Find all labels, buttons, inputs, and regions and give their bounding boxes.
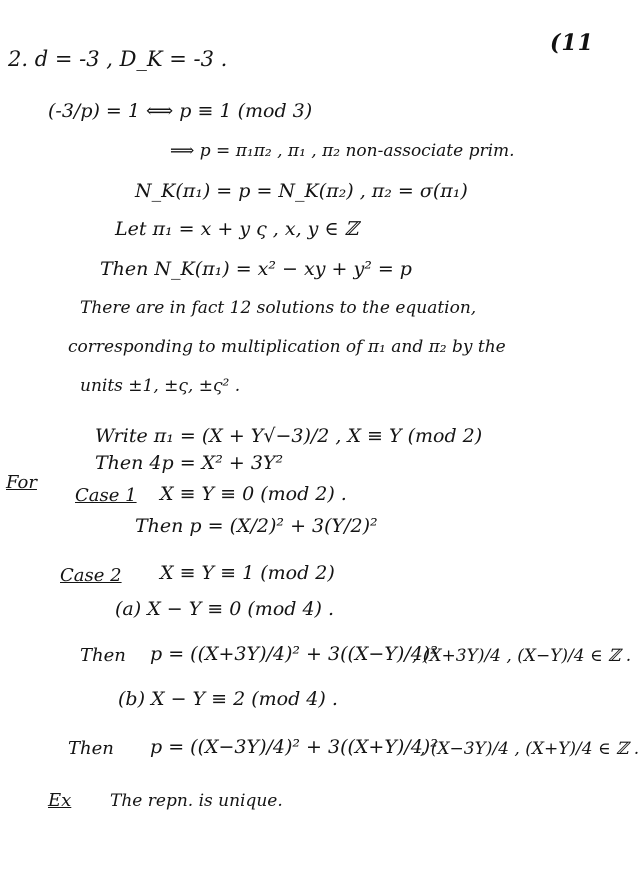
example-label: Ex: [48, 790, 72, 811]
write-line: Write π₁ = (X + Y√−3)/2 , X ≡ Y (mod 2): [95, 425, 483, 447]
case2-label: Case 2: [60, 565, 122, 586]
factorization-line: ⟹ p = π₁π₂ , π₁ , π₂ non-associate prim.: [170, 141, 515, 161]
case1-condition: X ≡ Y ≡ 0 (mod 2) .: [160, 483, 347, 505]
norm-equation-line: Then N_K(π₁) = x² − xy + y² = p: [100, 258, 412, 280]
case1-label: Case 1: [75, 485, 137, 506]
norm-line: N_K(π₁) = p = N_K(π₂) , π₂ = σ(π₁): [135, 180, 468, 202]
four-p-line: Then 4p = X² + 3Y²: [95, 452, 284, 474]
header-line: 2. d = -3 , D_K = -3 .: [8, 47, 228, 71]
case2b-then-label: Then: [68, 738, 114, 759]
page-number: (11: [549, 30, 594, 56]
solutions-line-3: units ±1, ±ς, ±ς² .: [80, 376, 241, 396]
case2-condition: X ≡ Y ≡ 1 (mod 2): [160, 562, 335, 584]
case2b-formula: p = ((X−3Y)/4)² + 3((X+Y)/4)²: [150, 736, 438, 758]
case1-formula: Then p = (X/2)² + 3(Y/2)²: [135, 515, 378, 537]
let-line: Let π₁ = x + y ς , x, y ∈ ℤ: [115, 218, 359, 240]
example-text: The repn. is unique.: [110, 791, 283, 811]
case2a-formula: p = ((X+3Y)/4)² + 3((X−Y)/4)²: [150, 643, 438, 665]
legendre-line: (-3/p) = 1 ⟺ p ≡ 1 (mod 3): [48, 100, 313, 122]
case2b-integrality: , (X−3Y)/4 , (X+Y)/4 ∈ ℤ .: [420, 739, 639, 759]
case2a-integrality: , (X+3Y)/4 , (X−Y)/4 ∈ ℤ .: [412, 646, 632, 666]
case2a-then-label: Then: [80, 645, 126, 666]
case2a-condition: (a) X − Y ≡ 0 (mod 4) .: [115, 598, 335, 620]
for-label: For: [6, 472, 37, 493]
solutions-line-2: corresponding to multiplication of π₁ and π₂ by the: [68, 337, 506, 357]
case2b-condition: (b) X − Y ≡ 2 (mod 4) .: [118, 688, 338, 710]
solutions-line-1: There are in fact 12 solutions to the equation,: [80, 298, 477, 318]
